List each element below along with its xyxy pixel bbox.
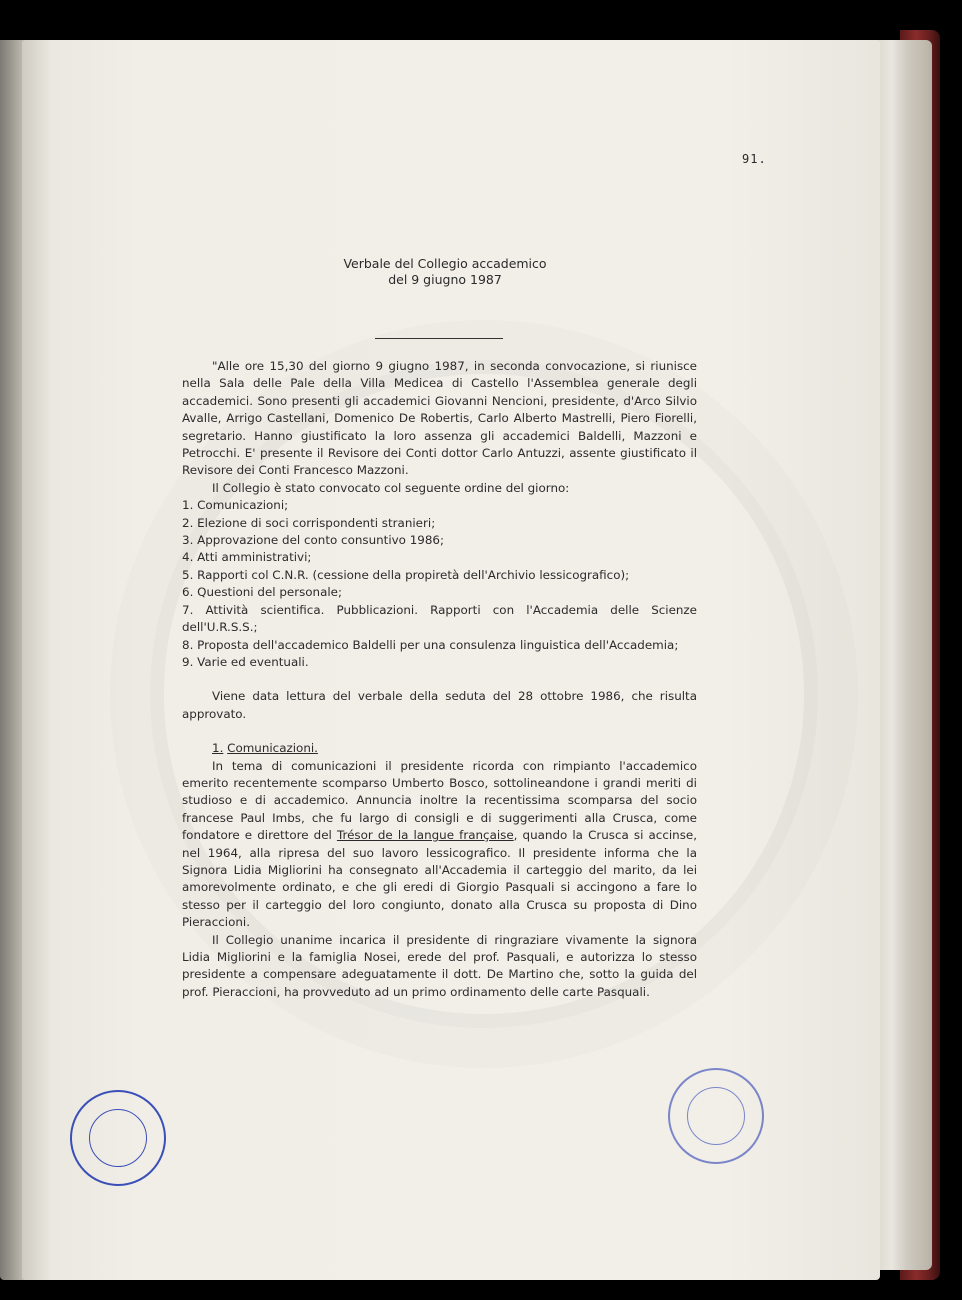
document-body: [182, 358, 697, 1001]
section-paragraph-2: Il Collegio unanime incarica il presidente di ringraziare vivamente la signora Lidia Migliorini e la famiglia Nosei, erede del prof. Pasquali, e autorizza lo stesso presidente a compensare adeguatamente il dott. De Martino che, sotto la guida del prof. Pieraccioni, ha provveduto ad un primo ordinamento delle carte Pasquali.: [182, 932, 697, 999]
reading-paragraph: Viene data lettura del verbale della seduta del 28 ottobre 1986, che risulta approvato.: [182, 689, 697, 721]
agenda-item: 2. Elezione di soci corrispondenti stranieri;: [182, 515, 436, 530]
section-number: 1.: [212, 741, 224, 756]
intro-paragraph: "Alle ore 15,30 del giorno 9 giugno 1987, in seconda convocazione, si riunisce nella Sala delle Pale della Villa Medicea di Castello l'Assemblea generale degli accademici. Sono presenti gli accademici Giovanni Nencioni, presidente, d'Arco Silvio Avalle, Arrigo Castellani, Domenico De Robertis, Carlo Alberto Mastrelli, Piero Fiorelli, segretario. Hanno giustificato la loro assenza gli accademici Baldelli, Mazzoni e Petrocchi. E' presente il Revisore dei Conti dottor Carlo Antuzzi, assente giustificato il Revisore dei Conti Francesco Mazzoni.: [182, 359, 697, 478]
stamp-emblem-icon: [687, 1087, 745, 1145]
agenda-item: 9. Varie ed eventuali.: [182, 654, 309, 669]
agenda-item: 4. Atti amministrativi;: [182, 550, 312, 565]
paragraph-text: , quando la Crusca si accinse, nel 1964, alla ripresa del suo lavoro lessicografico. Il presidente informa che la Signora Lidia Migliorini ha consegnato all'Accademia il carteggio del marito, da lei amorevolmente ordinato, e che gli eredi di Giorgio Pasquali si accingono a fare lo stesso per il carteggio del loro congiunto, donato alla Crusca su proposta di Dino Pieraccioni.: [182, 828, 698, 930]
agenda-item: 6. Questioni del personale;: [182, 585, 343, 600]
document-title: [300, 256, 590, 288]
agenda-item: 1. Comunicazioni;: [182, 498, 289, 513]
stamp-emblem-icon: [89, 1109, 147, 1167]
section-title: Comunicazioni.: [227, 741, 318, 756]
section-paragraph-1: [182, 758, 697, 932]
accademia-stamp-icon: [668, 1068, 764, 1164]
accademia-stamp-icon: [70, 1090, 166, 1186]
paragraph-text: In tema di comunicazioni il presidente ricorda con rimpianto l'accademico emerito recentemente scomparso Umberto Bosco, sottolineandone i grandi meriti di studioso e di accademico. Annuncia inoltre la recentissima scomparsa del socio francese Paul Imbs, che fu largo di consigli e di suggerimenti alla Crusca, come fondatore e direttore del: [182, 758, 697, 843]
agenda-intro: Il Collegio è stato convocato col seguente ordine del giorno:: [212, 480, 570, 495]
title-line-1: Verbale del Collegio accademico: [343, 256, 547, 271]
agenda-item: 7. Attività scientifica. Pubblicazioni. Rapporti con l'Accademia delle Scienze dell'U.R.S.S.;: [182, 602, 697, 635]
agenda-item: 5. Rapporti col C.N.R. (cessione della propiretà dell'Archivio lessicografico);: [182, 567, 630, 582]
agenda-item: 8. Proposta dell'accademico Baldelli per una consulenza linguistica dell'Accademia;: [182, 637, 679, 652]
page-number: 91.: [742, 152, 767, 166]
agenda-item: 3. Approvazione del conto consuntivo 1986;: [182, 533, 444, 548]
title-line-2: del 9 giugno 1987: [388, 272, 502, 287]
section-heading: [182, 740, 697, 757]
cited-work-title: Trésor de la langue française: [336, 828, 514, 843]
title-divider: [375, 338, 503, 339]
